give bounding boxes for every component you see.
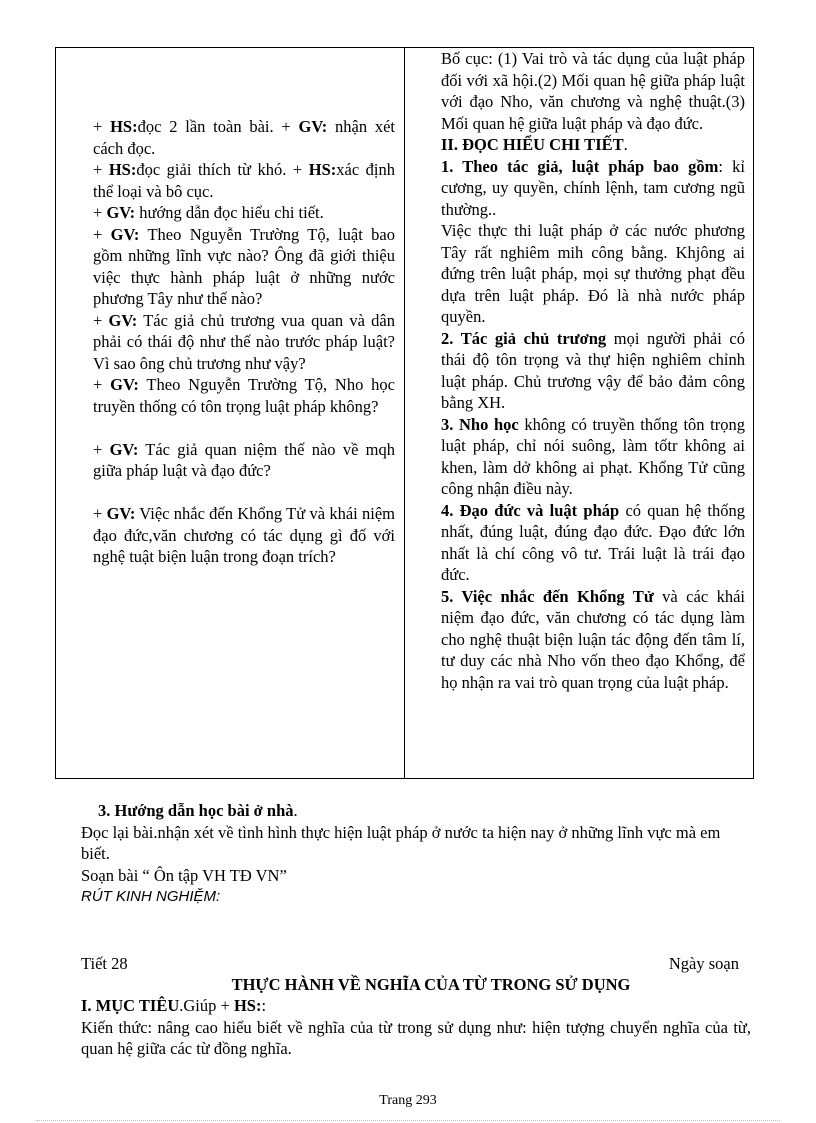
period-number: Tiết 28 [81, 954, 128, 973]
content-cell [405, 48, 754, 779]
homework-line-2: Soạn bài “ Ôn tập VH TĐ VN” [81, 865, 287, 885]
homework-line-1: Đọc lại bài.nhận xét về tình hình thực hiện luật pháp ở nước ta hiện nay ở những lĩnh vực mà em biết. [81, 822, 721, 863]
knowledge-text: Kiến thức: nâng cao hiểu biết về nghĩa của từ trong sử dụng như: hiện tượng chuyển nghĩa của từ, quan hệ giữa các từ đồng nghĩa. [81, 1017, 751, 1058]
lesson-header [81, 953, 739, 975]
point-1: 1. Theo tác giả, luật pháp bao gồm: kỉ cương, uy quyền, chính lệnh, tam cương ngũ thường.. [441, 156, 745, 219]
point-3: 3. Nho học không có truyền thống tôn trọng luật pháp, chỉ nói suông, làm tốtr không ai khen, làm dở không ai phạt. Khổng Tử cũng công nhận điều này. [441, 414, 745, 498]
question-confucius: + GV: Việc nhắc đến Khổng Tử và khái niệm đạo đức,văn chương có tác dụng gì đố với nghệ tuật biện luận trong đoạn trích? [93, 504, 395, 566]
point-5: 5. Việc nhắc đến Khổng Tử và các khái niệm đạo đức, văn chương có tác dụng làm cho nghệ thuật biện luận tác động đến tâm lí, tư duy các nhà Nho vốn theo đạo Khổng, để họ nhận ra vai trò quan trọng của luật pháp. [441, 586, 745, 692]
lesson-title: THỰC HÀNH VỀ NGHĨA CỦA TỪ TRONG SỬ DỤNG [231, 975, 631, 994]
activity-vocabulary: + HS:đọc giải thích từ khó. + HS:xác định thể loại và bô cục. [93, 160, 396, 201]
structure-text: Bố cục: (1) Vai trò và tác dụng của luật pháp đối với xã hội.(2) Mối quan hệ giữa pháp luật với đạo Nho, văn chương và nghệ thuật.(3) Mối quan hệ giữa luật pháp và đạo đức. [441, 49, 745, 133]
point-1-detail: Việc thực thi luật pháp ở các nước phương Tây rất nghiêm mih công bằng. Khjông ai đứng trên luật pháp, mọi sự thưởng phạt đều dựa trên luật pháp. Đó là nhà nước pháp quyền. [441, 221, 745, 326]
objectives-section [81, 995, 751, 1060]
lesson-table [55, 47, 754, 779]
objectives-heading: I. MỤC TIÊU.Giúp + HS:: [81, 996, 267, 1015]
question-law-scope: + GV: Theo Nguyễn Trường Tộ, luật bao gồm những lĩnh vực nào? Ông đã giới thiệu việc thực hành pháp luật ở những nước phương Tây như thế nào? [93, 224, 395, 308]
question-confucianism: + GV: Theo Nguyễn Trường Tộ, Nho học truyền thống có tôn trọng luật pháp không? [93, 375, 395, 416]
activity-read: + HS:đọc 2 lần toàn bài. + GV: nhận xét cách đọc. [93, 117, 395, 158]
question-attitude: + GV: Tác giả chủ trương vua quan và dân phải có thái độ như thế nào trước pháp luật? Vì sao ông chủ trương như vậy? [93, 310, 395, 373]
point-2: 2. Tác giả chủ trương mọi người phải có thái độ tôn trọng và thự hiện nghiêm chỉnh luật pháp. Chủ trương vậy để bảo đảm công bằng XH. [441, 328, 746, 412]
review-notes: RÚT KINH NGHIỆM: [81, 888, 221, 905]
date-label: Ngày soạn [668, 954, 739, 973]
footer-rule [36, 1120, 780, 1121]
page-number: Trang 293 [379, 1093, 437, 1108]
teacher-activities-cell [56, 48, 405, 779]
homework-heading: 3. Hướng dẫn học bài ở nhà. [98, 801, 298, 820]
activity-guide: + GV: hướng dẫn đọc hiểu chi tiết. [93, 203, 324, 222]
question-law-ethics: + GV: Tác giả quan niệm thế nào về mqh giữa pháp luật và đạo đức? [93, 439, 395, 480]
section-heading: II. ĐỌC HIỂU CHI TIẾT. [441, 135, 628, 154]
point-4: 4. Đạo đức và luật pháp có quan hệ thống nhất, đúng luật, đúng đạo đức. Đạo đức lớn nhất là chí công vô tư. Trái luật là trái đạo đức. [441, 500, 745, 584]
homework-section [81, 800, 751, 908]
